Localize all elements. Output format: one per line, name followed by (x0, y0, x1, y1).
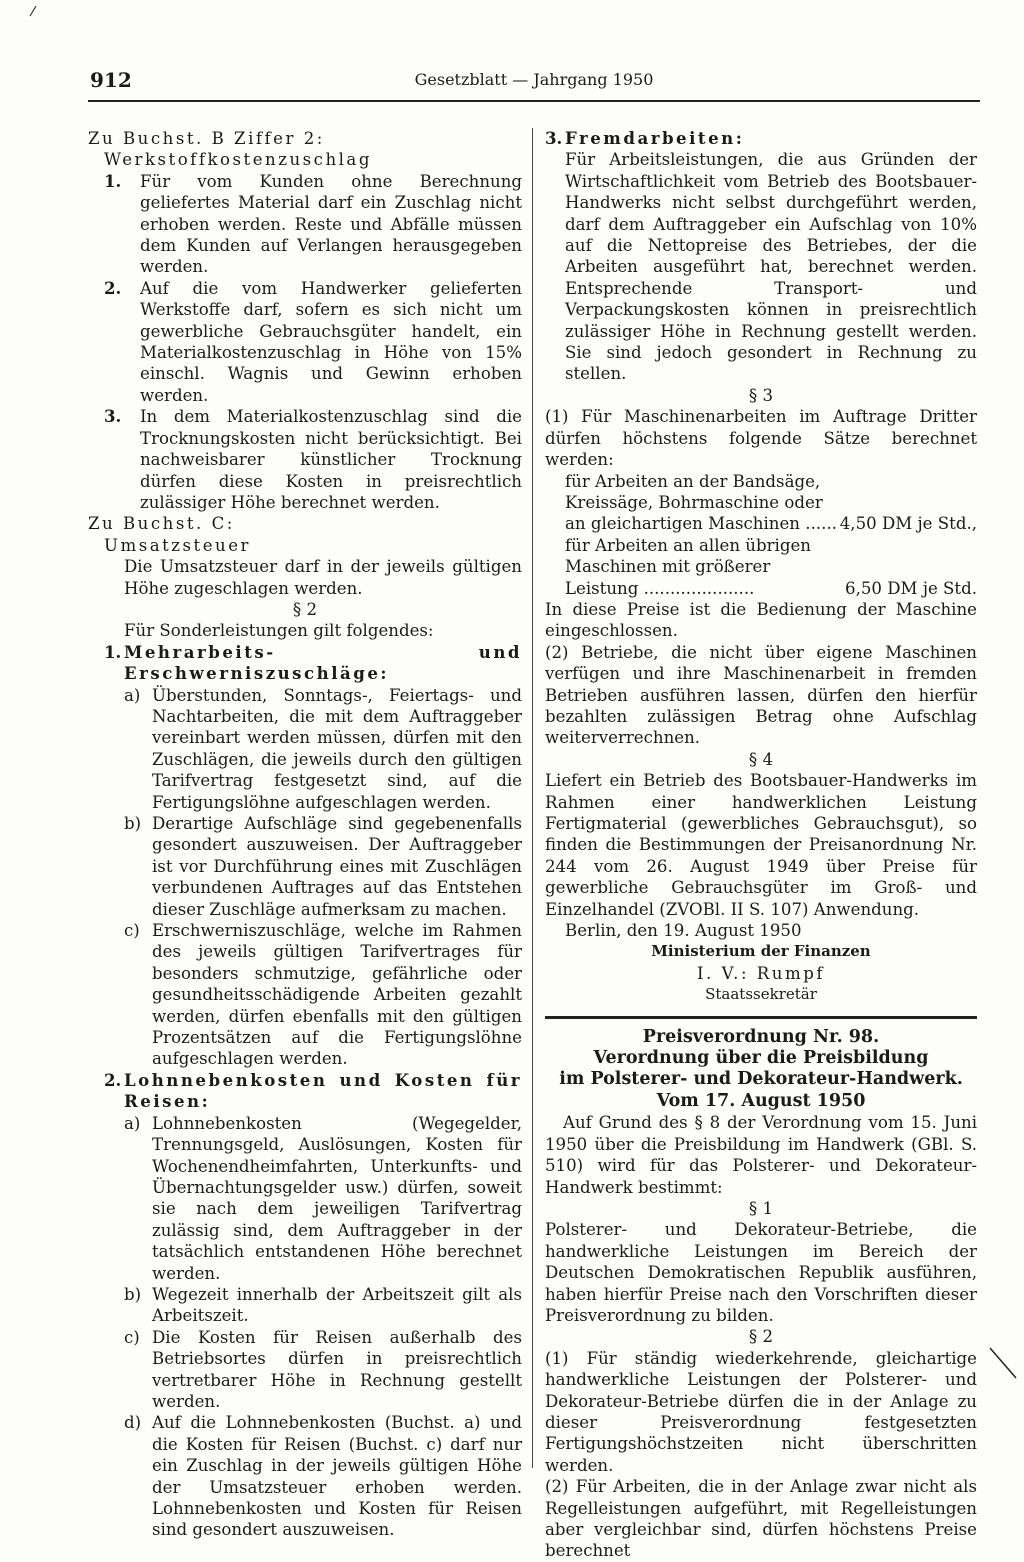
place-date: Berlin, den 19. August 1950 (565, 921, 802, 941)
sub-item-text: Die Kosten für Reisen außerhalb des Betriebsortes dürfen in preisrechtlich vertretbarer Höhe in Rechnung gestellt werden. (152, 1327, 522, 1411)
section-heading: § 3 (748, 385, 774, 405)
sub-item (88, 1412, 522, 1540)
column-divider (532, 128, 533, 1468)
header-rule (88, 100, 980, 102)
page-header (90, 68, 978, 98)
sub-item (88, 685, 522, 813)
list-item (545, 128, 977, 149)
list-item (88, 171, 522, 278)
list-item-number: 1. (104, 170, 122, 191)
paragraph: (2) Betriebe, die nicht über eigene Maschinen verfügen und ihre Maschinenarbeit in fremden Betrieben ausführen lassen, dürfen den hierfür bezahlten zulässigen Betrag ohne Aufschlag weiterverrechnen. (545, 642, 977, 748)
list-item-text: In dem Materialkostenzuschlag sind die Trocknungskosten nicht berücksichtigt. Bei nachweisbarer künstlicher Trocknung dürfen diese Kosten in preisrechtlich zulässiger Höhe berechnet werden. (140, 407, 522, 512)
rate-value: 4,50 DM je Std., (839, 514, 977, 534)
list-item-text: Für vom Kunden ohne Berechnung geliefertes Material darf ein Zuschlag nicht erhoben werden. Reste und Abfälle müssen dem Kunden auf Verlangen herausgegeben werden. (140, 171, 522, 277)
section-heading: § 2 (748, 1327, 774, 1347)
pencil-margin-mark (988, 1346, 1018, 1380)
paragraph: Auf Grund des § 8 der Verordnung vom 15. Juni 1950 über die Preisbildung im Handwerk (GBl. S. 510) wird für das Polsterer- und Dekorateur-Handwerk bestimmt: (545, 1113, 977, 1197)
list-item-number: 1. (104, 641, 122, 662)
sub-item-label: b) (124, 1284, 142, 1304)
list-item (88, 406, 522, 513)
list-item (88, 278, 522, 406)
list-item-heading: Mehrarbeits- und Erschwerniszuschläge: (124, 641, 522, 684)
list-item-text: Auf die vom Handwerker gelieferten Werkstoffe darf, sofern es sich nicht um gewerbliche Gebrauchsgüter handelt, ein Materialkostenzuschlag in Höhe von 15% einschl. Wagnis und Gewinn erhoben werden. (140, 278, 522, 405)
paragraph: Polsterer- und Dekorateur-Betriebe, die handwerkliche Leistungen im Bereich der Deutschen Demokratischen Republik ausführen, haben hierfür Preise nach den Vorschriften dieser Preisverordnung zu bilden. (545, 1220, 977, 1325)
section-b-heading: Zu Buchst. B Ziffer 2: (88, 129, 325, 148)
decree-subtitle: im Polsterer- und Dekorateur-Handwerk. (559, 1069, 963, 1090)
paragraph: Für Sonderleistungen gilt folgendes: (124, 621, 434, 641)
sub-item-text: Auf die Lohnnebenkosten (Buchst. a) und die Kosten für Reisen (Buchst. c) darf nur ein Zuschlag in der jeweils gültigen Höhe der Umsatzsteuer erhoben werden. Lohnnebenkosten und Kosten für Reisen sind gesondert auszuweisen. (152, 1413, 522, 1540)
sub-item-label: c) (124, 921, 140, 941)
list-item-heading: Fremdarbeiten: (565, 128, 745, 148)
decree-date: Vom 17. August 1950 (656, 1090, 866, 1111)
paragraph: Für Arbeitsleistungen, die aus Gründen der Wirtschaftlichkeit vom Betrieb des Bootsbauer-Handwerks nicht selbst durchgeführt werden, darf dem Auftraggeber ein Aufschlag von 10% auf die Nettopreise des Betriebes, der die Arbeiten ausgeführt hat, berechnet werden. Entsprechende Transport- und Verpackungskosten können in preisrechtlich zulässiger Höhe in Rechnung gestellt werden. Sie sind jedoch gesondert in Rechnung zu stellen. (565, 150, 977, 384)
left-column (88, 128, 522, 1541)
list-item-number: 3. (104, 406, 122, 427)
section-b-subheading: Werkstoffkostenzuschlag (104, 150, 372, 170)
paragraph: Die Umsatzsteuer darf in der jeweils gültigen Höhe zugeschlagen werden. (124, 557, 522, 598)
section-c-subheading: Umsatzsteuer (104, 535, 251, 555)
sub-item (88, 1113, 522, 1284)
right-column (545, 128, 977, 1562)
paragraph: Liefert ein Betrieb des Bootsbauer-Handwerks im Rahmen einer handwerklichen Leistung Fertigmaterial (gewerbliches Gebrauchsgut), so finden die Bestimmungen der Preisanordnung Nr. 244 vom 26. August 1949 über Preise für gewerbliche Gebrauchsgüter im Groß- und Einzelhandel (ZVOBl. II S. 107) Anwendung. (545, 771, 977, 919)
signer-name: I. V.: Rumpf (696, 963, 825, 983)
rate-row (545, 471, 977, 535)
list-item-heading: Lohnnebenkosten und Kosten für Reisen: (124, 1069, 522, 1112)
sub-item (88, 920, 522, 1070)
paragraph: In diese Preise ist die Bedienung der Maschine eingeschlossen. (545, 599, 977, 641)
section-heading: § 2 (292, 599, 318, 619)
paragraph: (2) Für Arbeiten, die in der Anlage zwar nicht als Regelleistungen aufgeführt, mit Regelleistungen aber vergleichbar sind, dürfen höchstens Preise berechnet (545, 1477, 977, 1561)
sub-item-label: b) (124, 814, 142, 833)
sub-item-label: c) (124, 1327, 140, 1347)
list-item-number: 2. (104, 1069, 122, 1090)
decree-subtitle: Verordnung über die Preisbildung (593, 1048, 929, 1069)
list-item (88, 642, 522, 685)
list-item-number: 3. (545, 128, 563, 148)
running-title: Gesetzblatt — Jahrgang 1950 (414, 70, 654, 89)
section-rule (545, 1016, 977, 1019)
sub-item-label: d) (124, 1413, 142, 1433)
section-heading: § 1 (748, 1198, 774, 1218)
sub-item-text: Erschwerniszuschläge, welche im Rahmen des jeweils gültigen Tarifvertrages für besonders schmutzige, gefährliche oder gesundheitsschädigende Arbeiten gezahlt werden, dürfen ebenfalls mit den gültigen Prozentsätzen auf die Fertigungslöhne aufgeschlagen werden. (152, 921, 522, 1069)
sub-item-text: Lohnnebenkosten (Wegegelder, Trennungsgeld, Auslösungen, Kosten für Wochenendheimfahrten, Unterkunfts- und Übernachtungsgelder usw.) dürfen, soweit sie nach dem jeweiligen Tarifvertrag zulässig sind, dem Auftraggeber in der tatsächlich entstandenen Höhe berechnet werden. (152, 1113, 522, 1283)
rate-label: für Arbeiten an allen übrigen Maschinen mit größerer Leistung ..................... (565, 535, 811, 598)
page-number: 912 (90, 68, 132, 92)
decree-title: Preisverordnung Nr. 98. (642, 1026, 880, 1047)
sub-item (88, 813, 522, 920)
sub-item (88, 1284, 522, 1327)
sub-item (88, 1327, 522, 1413)
rate-value: 6,50 DM je Std. (845, 578, 977, 598)
signer-title: Staatssekretär (705, 985, 817, 1004)
rate-row (545, 535, 977, 599)
ministry-name: Ministerium der Finanzen (651, 942, 871, 961)
rate-label: für Arbeiten an der Bandsäge, Kreissäge, Bohrmaschine oder an gleichartigen Maschinen ...... (565, 471, 837, 534)
paragraph: (1) Für Maschinenarbeiten im Auftrage Dritter dürfen höchstens folgende Sätze berechnet werden: (545, 407, 977, 470)
sub-item-text: Überstunden, Sonntags-, Feiertags- und Nachtarbeiten, die mit dem Auftraggeber vereinbart werden müssen, dürfen mit den Zuschlägen, die jeweils durch den gültigen Tarifvertrag festgesetzt sind, auf die Fertigungslöhne aufgeschlagen werden. (152, 685, 522, 812)
paragraph: (1) Für ständig wiederkehrende, gleichartige handwerkliche Leistungen der Polsterer- und Dekorateur-Betriebe dürfen die in der Anlage zu dieser Preisverordnung festgesetzten Fertigungshöchstzeiten nicht überschritten werden. (545, 1348, 977, 1475)
sub-item-text: Wegezeit innerhalb der Arbeitszeit gilt als Arbeitszeit. (152, 1284, 522, 1326)
sub-item-text: Derartige Aufschläge sind gegebenenfalls gesondert auszuweisen. Der Auftraggeber ist vor Durchführung eines mit Zuschlägen verbundenen Auftrages auf das Entstehen dieser Zuschläge aufmerksam zu machen. (152, 814, 522, 919)
section-heading: § 4 (748, 749, 774, 769)
sub-item-label: a) (124, 685, 141, 705)
pencil-tick-mark (28, 4, 38, 18)
sub-item-label: a) (124, 1113, 141, 1133)
list-item-number: 2. (104, 277, 122, 298)
section-c-heading: Zu Buchst. C: (88, 514, 235, 534)
list-item (88, 1070, 522, 1113)
